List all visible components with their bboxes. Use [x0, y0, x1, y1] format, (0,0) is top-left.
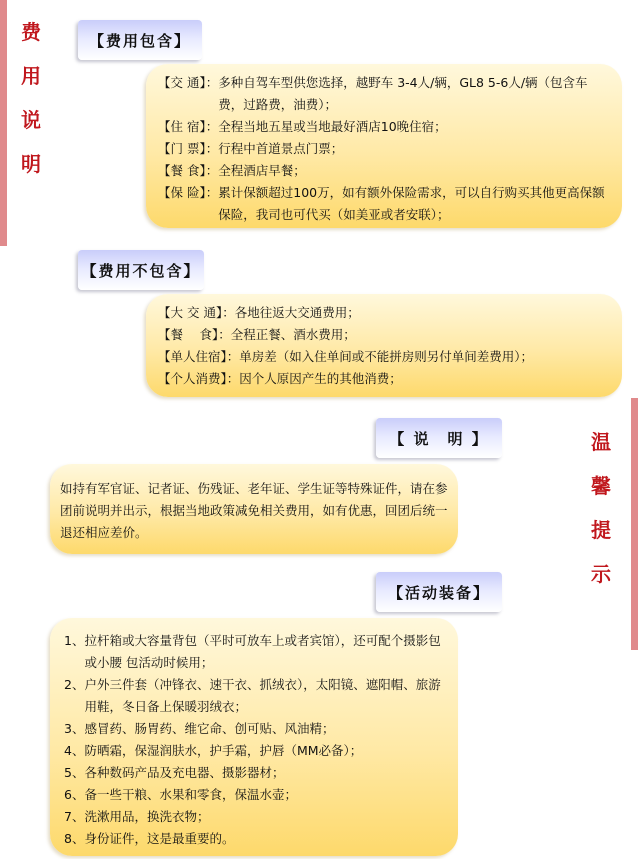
- included-row-meals: [158, 160, 608, 182]
- item-text: 身份证件，这是最重要的。: [84, 831, 235, 846]
- row-label: 【单人住宿】：: [158, 349, 240, 364]
- title-char: 示: [591, 562, 611, 586]
- notes-panel: [50, 464, 458, 554]
- item-text: 各种数码产品及充电器、摄影器材；: [84, 765, 285, 780]
- row-text: 全程酒店早餐；: [218, 163, 306, 178]
- section-title-warm-tips: [588, 420, 614, 596]
- row-text: 行程中首道景点门票；: [218, 141, 344, 156]
- row-text: 因个人原因产生的其他消费；: [239, 371, 402, 386]
- excluded-row-transport: [158, 302, 608, 324]
- notes-tag: 【 说 明 】: [376, 418, 502, 458]
- title-char: 费: [21, 20, 41, 44]
- excluded-row-meals: [158, 324, 608, 346]
- item-number: 1、: [64, 633, 85, 648]
- item-text: 备一些干粮、水果和零食，保温水壶；: [84, 787, 297, 802]
- row-label: 【个人消费】：: [158, 371, 240, 386]
- title-char: 提: [591, 518, 611, 542]
- list-item: [64, 718, 446, 740]
- title-char: 明: [21, 152, 41, 176]
- list-item: [64, 762, 446, 784]
- included-panel: [146, 64, 622, 228]
- section-title-fee-description: [18, 10, 44, 186]
- list-item: [64, 740, 446, 762]
- list-item: [64, 630, 446, 674]
- row-text: 全程当地五星或当地最好酒店10晚住宿；: [218, 119, 447, 134]
- row-text: 全程正餐、酒水费用；: [230, 327, 356, 342]
- item-text: 防晒霜，保湿润肤水，护手霜，护唇（MM必备）；: [84, 743, 363, 758]
- title-char: 馨: [591, 474, 611, 498]
- item-text: 感冒药、肠胃药、维它命、创可贴、风油精；: [84, 721, 335, 736]
- item-number: 8、: [64, 831, 85, 846]
- list-item: [64, 828, 446, 850]
- row-label: 【门 票】：: [158, 141, 219, 156]
- equipment-panel: [50, 618, 458, 856]
- list-item: [64, 784, 446, 806]
- included-row-transport: [158, 72, 608, 116]
- item-number: 7、: [64, 809, 85, 824]
- included-row-lodging: [158, 116, 608, 138]
- row-text: 各地往返大交通费用；: [234, 305, 360, 320]
- item-number: 5、: [64, 765, 85, 780]
- row-text: 单房差（如入住单间或不能拼房则另付单间差费用）；: [239, 349, 534, 364]
- excluded-row-single-room: [158, 346, 608, 368]
- row-label: 【餐 食】：: [158, 327, 231, 342]
- item-number: 6、: [64, 787, 85, 802]
- left-accent-bar: [0, 0, 7, 246]
- included-row-insurance: [158, 182, 608, 226]
- row-label: 【交 通】：: [158, 75, 219, 90]
- row-label: 【餐 食】：: [158, 163, 219, 178]
- notes-text: 如持有军官证、记者证、伤残证、老年证、学生证等特殊证件，请在参团前说明并出示，根据当地政策减免相关费用，如有优惠，回团后统一退还相应差价。: [60, 481, 448, 540]
- title-char: 说: [21, 108, 41, 132]
- item-number: 3、: [64, 721, 85, 736]
- included-tag: 【费用包含】: [78, 20, 202, 60]
- item-number: 4、: [64, 743, 85, 758]
- excluded-row-personal: [158, 368, 608, 390]
- list-item: [64, 806, 446, 828]
- list-item: [64, 674, 446, 718]
- equipment-tag: 【活动装备】: [376, 572, 502, 612]
- row-label: 【大 交 通】：: [158, 305, 235, 320]
- row-label: 【住 宿】：: [158, 119, 219, 134]
- item-number: 2、: [64, 677, 85, 692]
- title-char: 用: [21, 64, 41, 88]
- row-text: 累计保额超过100万，如有额外保险需求，可以自行购买其他更高保额保险，我司也可代买（如美亚或者安联）；: [218, 185, 605, 222]
- item-text: 洗漱用品，换洗衣物；: [84, 809, 210, 824]
- item-text: 户外三件套（冲锋衣、速干衣、抓绒衣），太阳镜、遮阳帽、旅游用鞋，冬日备上保暖羽绒衣；: [84, 677, 441, 714]
- included-row-tickets: [158, 138, 608, 160]
- row-text: 多种自驾车型供您选择，越野车 3-4人/辆，GL8 5-6人/辆（包含车费，过路费，油费）；: [218, 75, 588, 112]
- excluded-panel: [146, 294, 622, 397]
- right-accent-bar: [631, 398, 638, 650]
- title-char: 温: [591, 430, 611, 454]
- row-label: 【保 险】：: [158, 185, 219, 200]
- excluded-tag: 【费用不包含】: [78, 250, 204, 290]
- item-text: 拉杆箱或大容量背包（平时可放车上或者宾馆），还可配个摄影包或小腰 包活动时候用；: [84, 633, 441, 670]
